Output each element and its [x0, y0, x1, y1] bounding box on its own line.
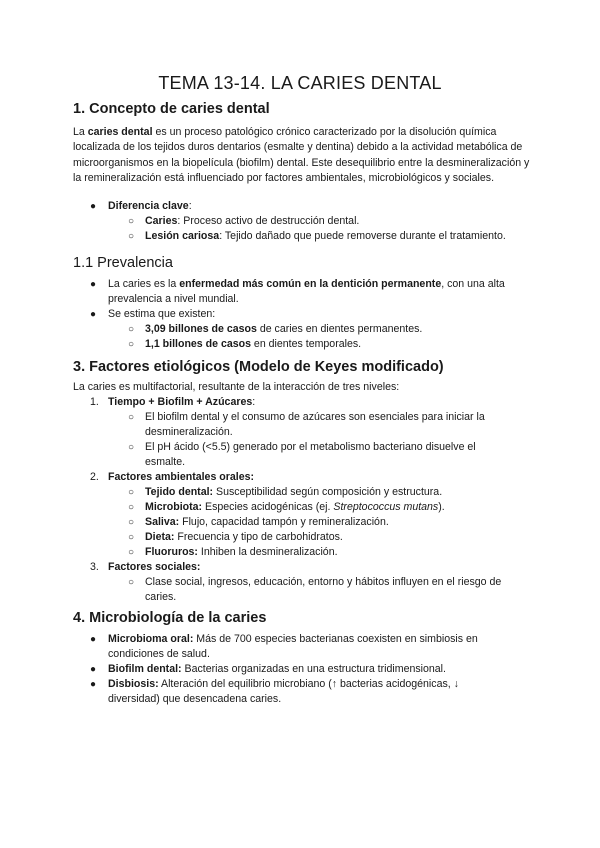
- bold-term: Microbiota:: [145, 501, 203, 513]
- list-item: [108, 199, 192, 214]
- text: Inhiben la desmineralización.: [197, 546, 338, 558]
- list-item: [108, 677, 459, 692]
- list-item: [145, 515, 389, 530]
- text: Especies acidogénicas (ej.: [202, 501, 334, 513]
- heading-prevalencia: 1.1 Prevalencia: [73, 255, 173, 271]
- bullet-disc: ●: [90, 309, 97, 320]
- bold-term: Caries: [145, 215, 178, 227]
- bullet-circle: ○: [128, 216, 135, 227]
- italic-term: Streptococcus mutans: [333, 501, 439, 513]
- list-item: Se estima que existen:: [108, 308, 216, 320]
- list-item: [145, 229, 506, 244]
- bold-term: Lesión cariosa: [145, 230, 220, 242]
- text: Frecuencia y tipo de carbohidratos.: [174, 531, 343, 543]
- list-number: 1.: [90, 396, 99, 408]
- bullet-disc: ●: [90, 279, 97, 290]
- document-title: TEMA 13-14. LA CARIES DENTAL: [158, 73, 442, 93]
- text: : Tejido dañado que puede removerse durante el tratamiento.: [219, 230, 506, 242]
- text: de caries en dientes permanentes.: [256, 323, 423, 335]
- text: La caries es la: [108, 278, 180, 290]
- bullet-disc: ●: [90, 664, 97, 675]
- text: Susceptibilidad según composición y estructura.: [213, 486, 443, 498]
- list-item: [145, 214, 359, 229]
- list-item: Factores sociales:: [108, 561, 201, 573]
- bold-term: Biofilm dental:: [108, 663, 182, 675]
- bold-term: Saliva:: [145, 516, 180, 528]
- bold-term: 1,1 billones de casos: [145, 338, 251, 350]
- text: ).: [438, 501, 445, 513]
- bullet-circle: ○: [128, 502, 135, 513]
- bullet-disc: ●: [90, 201, 97, 212]
- bullet-disc: ●: [90, 634, 97, 645]
- list-number: 2.: [90, 471, 99, 483]
- bold-term: Dieta:: [145, 531, 175, 543]
- bullet-circle: ○: [128, 577, 135, 588]
- text: Bacterias organizadas en una estructura tridimensional.: [181, 663, 446, 675]
- list-item-cont: esmalte.: [145, 456, 186, 468]
- list-item: El pH ácido (<5.5) generado por el metabolismo bacteriano disuelve el: [145, 441, 476, 453]
- heading-microbiologia: 4. Microbiología de la caries: [73, 610, 267, 626]
- text: Alteración del equilibrio microbiano (↑ bacterias acidogénicas, ↓: [158, 678, 459, 690]
- list-item: [108, 662, 446, 677]
- bullet-circle: ○: [128, 324, 135, 335]
- bold-term: Diferencia clave: [108, 200, 189, 212]
- bullet-disc: ●: [90, 679, 97, 690]
- text: La: [73, 126, 88, 138]
- bullet-circle: ○: [128, 547, 135, 558]
- list-number: 3.: [90, 561, 99, 573]
- list-item-cont: caries.: [145, 591, 177, 603]
- list-item: El biofilm dental y el consumo de azúcares son esenciales para iniciar la: [145, 411, 485, 423]
- text: :: [188, 200, 192, 212]
- list-item: [108, 277, 505, 292]
- text: Flujo, capacidad tampón y remineralización.: [179, 516, 389, 528]
- paragraph-concepto: [73, 125, 533, 187]
- list-item-cont: condiciones de salud.: [108, 648, 210, 660]
- bullet-circle: ○: [128, 231, 135, 242]
- list-item: [108, 632, 478, 647]
- text: es un proceso patológico crónico caracterizado por la disolución química localizada de los tejidos duros dentarios (esmalte y dentina) debido a la actividad metabólica de microorganismos en la biopelícula (biofilm) dental. Este desequilibrio entre la desmineralización y la remineralización está influenciado por factores ambientales, microbiológicos y sociales.: [73, 126, 530, 185]
- list-item: [145, 322, 422, 337]
- list-item: [145, 530, 343, 545]
- list-item-cont: diversidad) que desencadena caries.: [108, 693, 282, 705]
- list-item-cont: desmineralización.: [145, 426, 233, 438]
- bold-term: Disbiosis:: [108, 678, 159, 690]
- bullet-circle: ○: [128, 487, 135, 498]
- text: : Proceso activo de destrucción dental.: [177, 215, 360, 227]
- list-item: [145, 485, 442, 500]
- bold-term: Tiempo + Biofilm + Azúcares: [108, 396, 253, 408]
- bullet-circle: ○: [128, 412, 135, 423]
- bullet-circle: ○: [128, 517, 135, 528]
- list-item: [108, 395, 255, 410]
- bullet-circle: ○: [128, 442, 135, 453]
- text: , con una alta: [441, 278, 505, 290]
- text: Más de 700 especies bacterianas coexisten en simbiosis en: [193, 633, 478, 645]
- bold-term: Fluoruros:: [145, 546, 198, 558]
- bold-term: Microbioma oral:: [108, 633, 194, 645]
- bold-term: 3,09 billones de casos: [145, 323, 257, 335]
- list-item: Clase social, ingresos, educación, entorno y hábitos influyen en el riesgo de: [145, 576, 502, 588]
- heading-concepto: 1. Concepto de caries dental: [73, 101, 270, 117]
- list-item-cont: prevalencia a nivel mundial.: [108, 293, 239, 305]
- list-item: [145, 337, 361, 352]
- bold-term: caries dental: [87, 126, 153, 138]
- heading-factores: 3. Factores etiológicos (Modelo de Keyes modificado): [73, 359, 444, 375]
- text: en dientes temporales.: [250, 338, 362, 350]
- bullet-circle: ○: [128, 339, 135, 350]
- bold-term: Tejido dental:: [145, 486, 214, 498]
- paragraph-factores: La caries es multifactorial, resultante de la interacción de tres niveles:: [73, 381, 400, 393]
- bullet-circle: ○: [128, 532, 135, 543]
- list-item: [145, 500, 445, 515]
- text: :: [252, 396, 256, 408]
- list-item: Factores ambientales orales:: [108, 471, 255, 483]
- bold-term: enfermedad más común en la dentición permanente: [179, 278, 442, 290]
- list-item: [145, 545, 338, 560]
